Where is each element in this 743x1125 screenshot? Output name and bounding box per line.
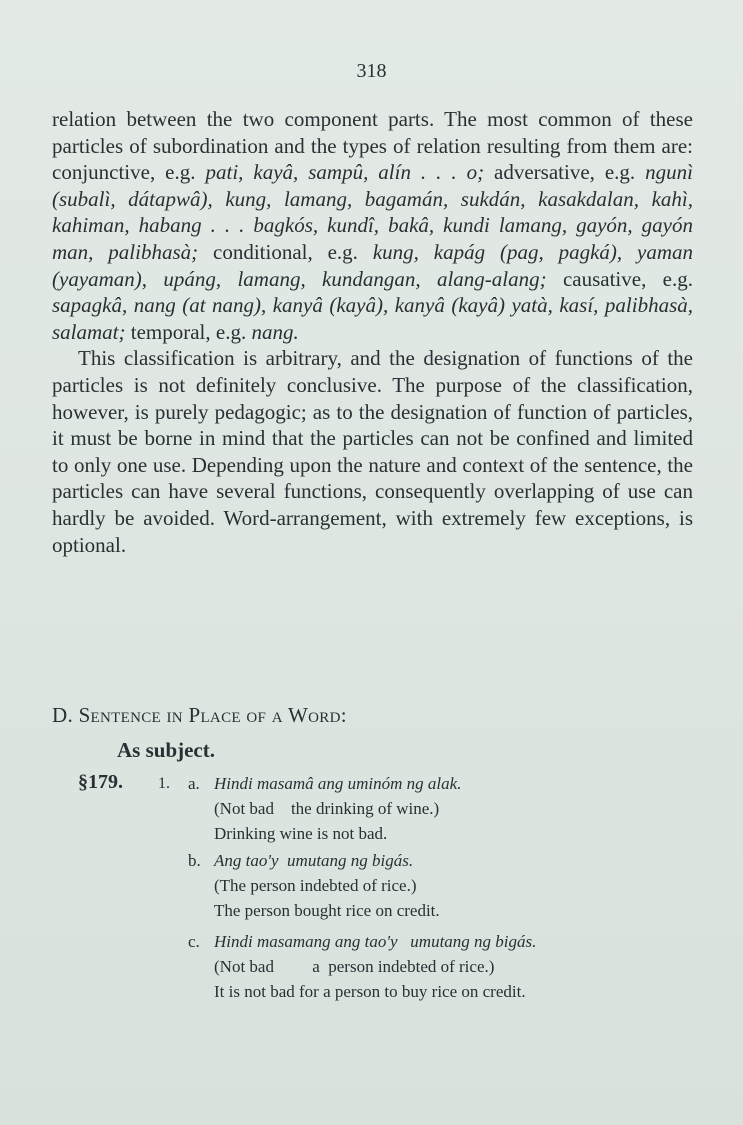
example-tagalog: Ang tao'y umutang ng bigás. xyxy=(214,851,414,870)
paragraph-particles xyxy=(52,106,693,345)
text-run: relation between the two component parts. The most common of these particles of subordination and the types of relation resulting from them are: conjunctive, e.g. xyxy=(52,107,693,185)
example-gloss: (Not bad the drinking of wine.) xyxy=(214,799,440,818)
text-run: temporal, e.g. xyxy=(125,319,252,344)
text-run: adversative, e.g. xyxy=(484,160,646,185)
text-run: causative, e.g. xyxy=(546,266,693,291)
example-translation: Drinking wine is not bad. xyxy=(214,824,388,843)
example-a xyxy=(188,771,461,846)
example-gloss: (The person indebted of rice.) xyxy=(214,876,417,895)
page-number: 318 xyxy=(356,60,387,82)
example-gloss: (Not bad a person indebted of rice.) xyxy=(214,957,495,976)
example-translation: It is not bad for a person to buy rice on credit. xyxy=(214,982,526,1001)
example-translation: The person bought rice on credit. xyxy=(214,901,440,920)
example-b xyxy=(188,848,440,923)
example-letter: c. xyxy=(188,932,200,951)
paragraph-classification: This classification is arbitrary, and the designation of functions of the particles is not definitely conclusive. The purpose of the classification, however, is purely pedagogic; as to the designation of function of particles, it must be borne in mind that the particles can not be confined and limited to only one use. Depending upon the nature and context of the sentence, the particles can have several functions, consequently overlapping of use can hardly be avoided. Word-arrangement, with extremely few exceptions, is optional. xyxy=(52,346,693,557)
text-run: conditional, e.g. xyxy=(198,239,373,264)
section-number: §179. xyxy=(78,771,123,793)
example-tagalog: Hindi masamâ ang uminóm ng alak. xyxy=(214,774,462,793)
tagalog-particles-run: kung, kapág (pag, pagká), yaman (yayaman), upáng, lamang, kundangan, alang-alang; xyxy=(52,239,693,291)
example-c xyxy=(188,929,536,1004)
tagalog-particles-run: nang. xyxy=(251,319,299,344)
subheading: As subject. xyxy=(117,738,215,762)
item-number: 1. xyxy=(158,775,170,792)
example-letter: b. xyxy=(188,851,201,870)
example-tagalog: Hindi masamang ang tao'y umutang ng bigás. xyxy=(214,932,537,951)
tagalog-particles-run: pati, kayâ, sampû, alín . . . o; xyxy=(205,160,485,185)
tagalog-particles-run: sapagkâ, nang (at nang), kanyâ (kayâ), kanyâ (kayâ) yatà, kasí, palibhasà, salamat; xyxy=(52,293,693,344)
example-letter: a. xyxy=(188,774,200,793)
body-text xyxy=(52,106,693,558)
section-heading: D. Sentence in Place of a Word: xyxy=(52,703,347,727)
tagalog-particles-run: ngunì (subalì, dátapwâ), kung, lamang, bagamán, sukdán, kasakdalan, kahì, kahiman, habang . . . bagkós, kundî, bakâ, kundi lamang, gayón, gayón man, palibhasà; xyxy=(52,160,693,264)
